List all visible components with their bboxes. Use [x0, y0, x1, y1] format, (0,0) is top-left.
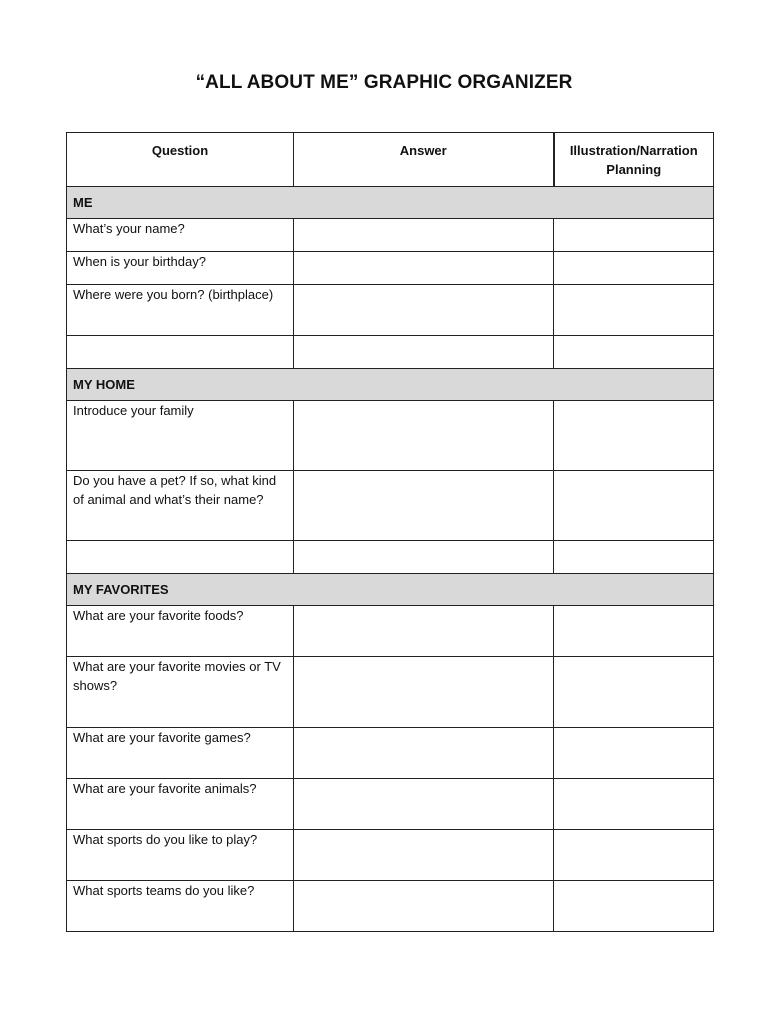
table-row [67, 779, 714, 830]
illustration-cell[interactable] [554, 336, 714, 369]
column-header-illustration: Illustration/Narration Planning [554, 133, 714, 187]
table-row [67, 336, 714, 369]
table-row [67, 471, 714, 541]
answer-cell[interactable] [294, 541, 554, 574]
question-cell: What’s your name? [67, 219, 294, 252]
section-row-me [67, 187, 714, 219]
question-cell: Introduce your family [67, 401, 294, 471]
table-row [67, 830, 714, 881]
illustration-cell[interactable] [554, 471, 714, 541]
table-row [67, 606, 714, 657]
answer-cell[interactable] [294, 606, 554, 657]
section-label: ME [67, 187, 714, 219]
table-row [67, 219, 714, 252]
illustration-cell[interactable] [554, 657, 714, 728]
table-row [67, 541, 714, 574]
question-cell: What are your favorite foods? [67, 606, 294, 657]
page-title: “ALL ABOUT ME” GRAPHIC ORGANIZER [195, 72, 573, 93]
answer-cell[interactable] [294, 471, 554, 541]
illustration-cell[interactable] [554, 401, 714, 471]
table-row [67, 881, 714, 932]
question-cell: Where were you born? (birthplace) [67, 285, 294, 336]
question-cell: What are your favorite movies or TV shows? [67, 657, 294, 728]
question-cell [67, 336, 294, 369]
column-header-question: Question [67, 133, 294, 187]
table-row [67, 401, 714, 471]
answer-cell[interactable] [294, 881, 554, 932]
section-row-my-home [67, 369, 714, 401]
illustration-cell[interactable] [554, 830, 714, 881]
illustration-cell[interactable] [554, 606, 714, 657]
question-cell: What are your favorite animals? [67, 779, 294, 830]
table-row [67, 285, 714, 336]
organizer-table [66, 132, 714, 932]
section-label: MY FAVORITES [67, 574, 714, 606]
illustration-cell[interactable] [554, 728, 714, 779]
table-row [67, 252, 714, 285]
answer-cell[interactable] [294, 336, 554, 369]
answer-cell[interactable] [294, 285, 554, 336]
illustration-cell[interactable] [554, 252, 714, 285]
column-header-answer: Answer [294, 133, 554, 187]
table-row [67, 657, 714, 728]
answer-cell[interactable] [294, 401, 554, 471]
answer-cell[interactable] [294, 830, 554, 881]
answer-cell[interactable] [294, 779, 554, 830]
header-row [67, 133, 714, 187]
answer-cell[interactable] [294, 252, 554, 285]
answer-cell[interactable] [294, 657, 554, 728]
question-cell: Do you have a pet? If so, what kind of animal and what’s their name? [67, 471, 294, 541]
table-row [67, 728, 714, 779]
answer-cell[interactable] [294, 219, 554, 252]
question-cell [67, 541, 294, 574]
answer-cell[interactable] [294, 728, 554, 779]
section-label: MY HOME [67, 369, 714, 401]
question-cell: What are your favorite games? [67, 728, 294, 779]
question-cell: When is your birthday? [67, 252, 294, 285]
question-cell: What sports do you like to play? [67, 830, 294, 881]
illustration-cell[interactable] [554, 541, 714, 574]
section-row-my-favorites [67, 574, 714, 606]
illustration-cell[interactable] [554, 285, 714, 336]
illustration-cell[interactable] [554, 881, 714, 932]
question-cell: What sports teams do you like? [67, 881, 294, 932]
illustration-cell[interactable] [554, 219, 714, 252]
illustration-cell[interactable] [554, 779, 714, 830]
